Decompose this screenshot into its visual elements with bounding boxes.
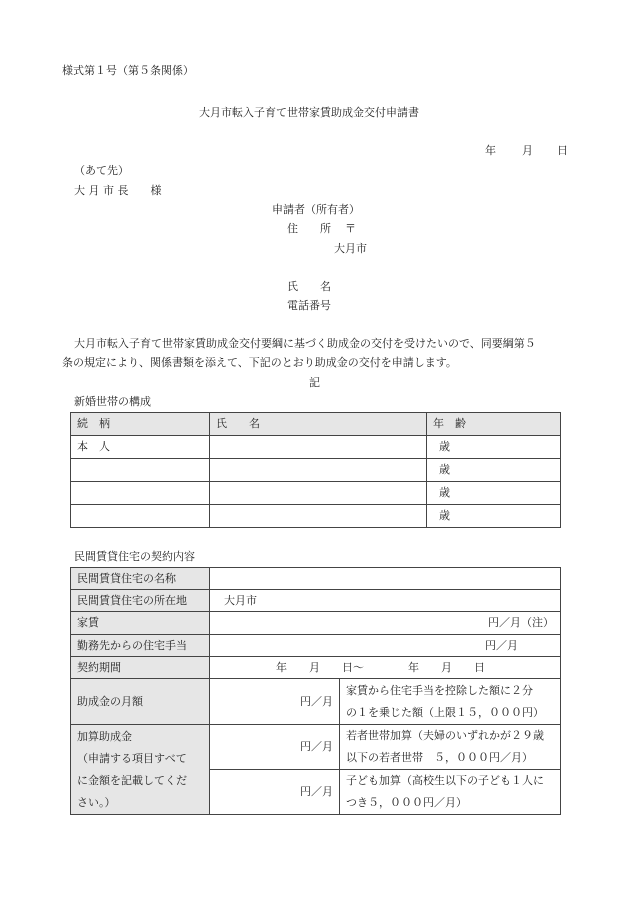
name-cell[interactable]: [210, 436, 427, 459]
rent-field[interactable]: 円／月（注）: [210, 612, 561, 635]
period-field[interactable]: 年 月 日～ 年 月 日: [210, 657, 561, 679]
housing-location-field[interactable]: 大月市: [210, 590, 561, 612]
monthly-amount-field[interactable]: 円／月: [210, 679, 340, 725]
age-cell[interactable]: 歳: [427, 459, 561, 482]
col-age: 年 齢: [427, 413, 561, 436]
addressee-label: （あて先）: [74, 164, 129, 177]
child-note: 子ども加算（高校生以下の子ども１人に つき５，０００円／月）: [340, 770, 561, 815]
relation-cell[interactable]: [71, 459, 210, 482]
household-header-row: [71, 413, 561, 436]
young-note: 若者世帯加算（夫婦のいずれかが２９歳 以下の若者世帯 ５，０００円／月）: [340, 725, 561, 770]
name-cell[interactable]: [210, 505, 427, 528]
address-city: 大月市: [334, 242, 367, 255]
housing-table: [70, 567, 561, 815]
housing-name-label: 民間賃貸住宅の名称: [71, 568, 210, 590]
age-cell[interactable]: 歳: [427, 482, 561, 505]
household-table: [70, 412, 561, 528]
page-title: 大月市転入子育て世帯家賃助成金交付申請書: [199, 106, 419, 119]
date-month-label: 月: [522, 144, 533, 157]
form-number: 様式第１号（第５条関係）: [62, 64, 194, 77]
monthly-note: 家賃から住宅手当を控除した額に２分 の１を乗じた額（上限１５，０００円）: [340, 679, 561, 725]
addressee-name: 大 月 市 長 様: [74, 184, 162, 197]
age-cell[interactable]: 歳: [427, 436, 561, 459]
housing-location-label: 民間賃貸住宅の所在地: [71, 590, 210, 612]
col-name: 氏 名: [210, 413, 427, 436]
phone-label: 電話番号: [287, 299, 331, 312]
date-day-label: 日: [557, 144, 568, 157]
relation-cell[interactable]: [71, 482, 210, 505]
table-row: [71, 505, 561, 528]
ki-label: 記: [309, 376, 320, 389]
housing-name-field[interactable]: [210, 568, 561, 590]
allowance-field[interactable]: 円／月: [210, 635, 561, 657]
postal-mark: 〒: [345, 222, 356, 235]
table-row: [71, 459, 561, 482]
housing-section-title: 民間賃貸住宅の契約内容: [74, 550, 195, 563]
applicant-label: 申請者（所有者）: [272, 203, 360, 216]
name-label: 氏 名: [287, 280, 331, 293]
table-row: [71, 436, 561, 459]
household-section-title: 新婚世帯の構成: [74, 395, 151, 408]
age-cell[interactable]: 歳: [427, 505, 561, 528]
allowance-label: 勤務先からの住宅手当: [71, 635, 210, 657]
monthly-label: 助成金の月額: [71, 679, 210, 725]
table-row: [71, 482, 561, 505]
body-line-1: 大月市転入子育て世帯家賃助成金交付要綱に基づく助成金の交付を受けたいので、同要綱第５: [74, 337, 536, 350]
young-amount-field[interactable]: 円／月: [210, 725, 340, 770]
period-label: 契約期間: [71, 657, 210, 679]
col-relation: 続 柄: [71, 413, 210, 436]
child-amount-field[interactable]: 円／月: [210, 770, 340, 815]
date-year-label: 年: [485, 144, 496, 157]
name-cell[interactable]: [210, 459, 427, 482]
body-line-2: 条の規定により、関係書類を添えて、下記のとおり助成金の交付を申請します。: [62, 356, 457, 369]
relation-cell[interactable]: 本 人: [71, 436, 210, 459]
name-cell[interactable]: [210, 482, 427, 505]
rent-label: 家賃: [71, 612, 210, 635]
relation-cell[interactable]: [71, 505, 210, 528]
additional-label: 加算助成金 （申請する項目すべて に金額を記載してくだ さい。）: [71, 725, 210, 815]
address-label: 住 所: [287, 222, 331, 235]
